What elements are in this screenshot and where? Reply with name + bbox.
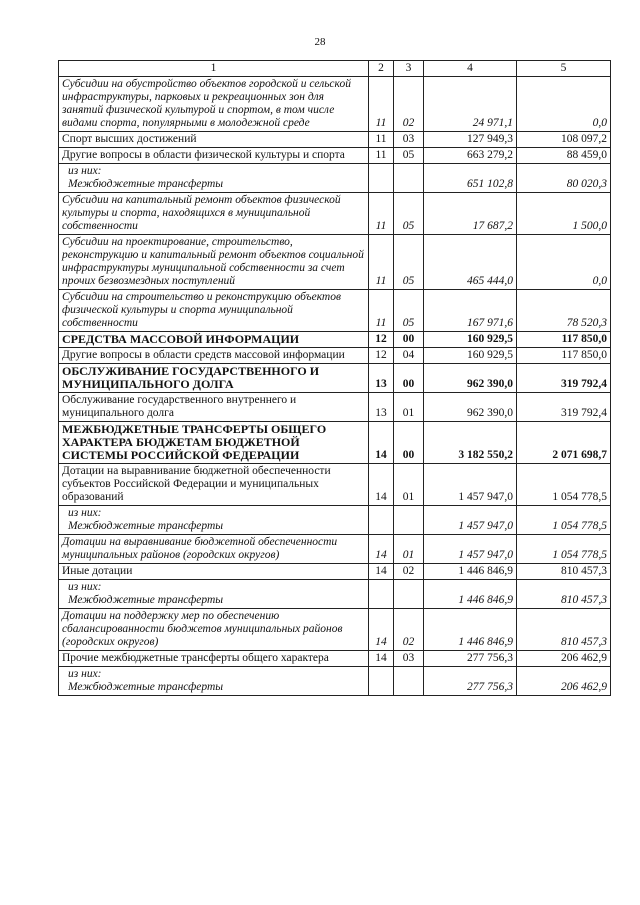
- value-col5-cell: 117 850,0: [517, 348, 611, 364]
- section-code-cell: 14: [369, 609, 394, 651]
- row-name: Субсидии на проектирование, строительство, реконструкцию и капитальный ремонт объектов социальной инфраструктуры муниципальной собственности за счет прочих безвозмездных поступлений: [62, 236, 364, 287]
- subsection-code-cell: 05: [394, 148, 424, 164]
- row-name-cell: [59, 193, 369, 235]
- row-name: Субсидии на обустройство объектов городской и сельской инфраструктуры, парковых и рекреационных зон для занятий физической культурой и спортом, в том числе видами спорта, популярными в молодежной среде: [62, 78, 351, 129]
- table-row: [59, 580, 611, 609]
- table-row: [59, 348, 611, 364]
- row-name: Межбюджетные трансферты: [68, 178, 224, 190]
- value-col4-cell: 160 929,5: [424, 332, 517, 348]
- subsection-code-cell: 02: [394, 77, 424, 132]
- section-code-cell: 14: [369, 564, 394, 580]
- value-col5-cell: 206 462,9: [517, 651, 611, 667]
- column-header: 4: [424, 61, 517, 77]
- value-col5-cell: 0,0: [517, 77, 611, 132]
- section-code-cell: 14: [369, 422, 394, 464]
- row-note: из них:: [68, 581, 102, 593]
- row-name-cell: [59, 348, 369, 364]
- value-col4-cell: 127 949,3: [424, 132, 517, 148]
- value-col5-cell: 117 850,0: [517, 332, 611, 348]
- subsection-code-cell: 04: [394, 348, 424, 364]
- value-col4-cell: 277 756,3: [424, 667, 517, 696]
- subsection-code-cell: 01: [394, 464, 424, 506]
- row-name-cell: [59, 393, 369, 422]
- value-col5-cell: 1 500,0: [517, 193, 611, 235]
- value-col4-cell: 962 390,0: [424, 364, 517, 393]
- value-col4-cell: 3 182 550,2: [424, 422, 517, 464]
- value-col5-cell: 1 054 778,5: [517, 464, 611, 506]
- row-name-cell: [59, 464, 369, 506]
- value-col5-cell: 78 520,3: [517, 290, 611, 332]
- value-col4-cell: 1 457 947,0: [424, 535, 517, 564]
- section-code-cell: 14: [369, 651, 394, 667]
- row-name: Иные дотации: [62, 565, 133, 577]
- row-name: Спорт высших достижений: [62, 133, 197, 145]
- row-name: Обслуживание государственного внутреннего и муниципального долга: [62, 394, 297, 419]
- row-name: Межбюджетные трансферты: [68, 520, 224, 532]
- subsection-code-cell: [394, 580, 424, 609]
- row-name: Дотации на выравнивание бюджетной обеспеченности субъектов Российской Федерации и муниципальных образований: [62, 465, 331, 503]
- column-header: 3: [394, 61, 424, 77]
- table-row: [59, 332, 611, 348]
- row-note: из них:: [68, 165, 102, 177]
- value-col4-cell: 1 446 846,9: [424, 564, 517, 580]
- section-code-cell: 14: [369, 535, 394, 564]
- section-code-cell: 11: [369, 77, 394, 132]
- value-col5-cell: 1 054 778,5: [517, 535, 611, 564]
- value-col5-cell: 88 459,0: [517, 148, 611, 164]
- section-code-cell: 11: [369, 235, 394, 290]
- table-row: [59, 148, 611, 164]
- row-name-cell: [59, 564, 369, 580]
- row-name-cell: [59, 506, 369, 535]
- value-col5-cell: 108 097,2: [517, 132, 611, 148]
- section-code-cell: 13: [369, 393, 394, 422]
- row-name-cell: [59, 667, 369, 696]
- value-col4-cell: 1 446 846,9: [424, 609, 517, 651]
- row-name: Дотации на поддержку мер по обеспечению сбалансированности бюджетов муниципальных районов (городских округов): [62, 610, 343, 648]
- row-name: Другие вопросы в области физической культуры и спорта: [62, 149, 345, 161]
- subsection-code-cell: 03: [394, 651, 424, 667]
- table-row: [59, 193, 611, 235]
- row-name-cell: [59, 332, 369, 348]
- section-code-cell: [369, 667, 394, 696]
- section-code-cell: [369, 164, 394, 193]
- row-name-cell: [59, 235, 369, 290]
- subsection-code-cell: 00: [394, 332, 424, 348]
- value-col4-cell: 17 687,2: [424, 193, 517, 235]
- value-col4-cell: 1 457 947,0: [424, 464, 517, 506]
- subsection-code-cell: 03: [394, 132, 424, 148]
- subsection-code-cell: 00: [394, 422, 424, 464]
- value-col5-cell: 206 462,9: [517, 667, 611, 696]
- row-name: Межбюджетные трансферты: [68, 681, 224, 693]
- value-col5-cell: 319 792,4: [517, 393, 611, 422]
- section-code-cell: 11: [369, 290, 394, 332]
- subsection-code-cell: 05: [394, 193, 424, 235]
- subsection-code-cell: [394, 667, 424, 696]
- subsection-code-cell: 02: [394, 609, 424, 651]
- value-col4-cell: 465 444,0: [424, 235, 517, 290]
- section-code-cell: 11: [369, 132, 394, 148]
- subsection-code-cell: 01: [394, 535, 424, 564]
- subsection-code-cell: 05: [394, 290, 424, 332]
- value-col5-cell: 0,0: [517, 235, 611, 290]
- row-name-cell: [59, 77, 369, 132]
- table-row: [59, 290, 611, 332]
- value-col5-cell: 1 054 778,5: [517, 506, 611, 535]
- row-note: из них:: [68, 507, 102, 519]
- subsection-code-cell: [394, 506, 424, 535]
- value-col5-cell: 810 457,3: [517, 609, 611, 651]
- section-code-cell: 13: [369, 364, 394, 393]
- section-code-cell: 14: [369, 464, 394, 506]
- row-name: Субсидии на капитальный ремонт объектов физической культуры и спорта, находящихся в муниципальной собственности: [62, 194, 341, 232]
- table-row: [59, 132, 611, 148]
- value-col4-cell: 651 102,8: [424, 164, 517, 193]
- subsection-code-cell: [394, 164, 424, 193]
- subsection-code-cell: 00: [394, 364, 424, 393]
- subsection-code-cell: 05: [394, 235, 424, 290]
- page-number: 28: [314, 36, 326, 48]
- section-code-cell: 11: [369, 148, 394, 164]
- row-name: СРЕДСТВА МАССОВОЙ ИНФОРМАЦИИ: [62, 332, 300, 346]
- table-row: [59, 77, 611, 132]
- value-col4-cell: 167 971,6: [424, 290, 517, 332]
- table-row: [59, 667, 611, 696]
- value-col4-cell: 1 457 947,0: [424, 506, 517, 535]
- column-header: 1: [59, 61, 369, 77]
- row-name-cell: [59, 422, 369, 464]
- table-row: [59, 364, 611, 393]
- row-name: Другие вопросы в области средств массовой информации: [62, 349, 345, 361]
- table-row: [59, 422, 611, 464]
- row-name: МЕЖБЮДЖЕТНЫЕ ТРАНСФЕРТЫ ОБЩЕГО ХАРАКТЕРА БЮДЖЕТАМ БЮДЖЕТНОЙ СИСТЕМЫ РОССИЙСКОЙ ФЕДЕРАЦИИ: [62, 422, 327, 462]
- table-row: [59, 535, 611, 564]
- budget-table: [58, 60, 611, 696]
- section-code-cell: [369, 580, 394, 609]
- column-header: 2: [369, 61, 394, 77]
- table-row: [59, 506, 611, 535]
- value-col4-cell: 663 279,2: [424, 148, 517, 164]
- table-row: [59, 164, 611, 193]
- table-row: [59, 393, 611, 422]
- table-row: [59, 651, 611, 667]
- table-row: [59, 609, 611, 651]
- subsection-code-cell: 01: [394, 393, 424, 422]
- table-row: [59, 464, 611, 506]
- row-name: ОБСЛУЖИВАНИЕ ГОСУДАРСТВЕННОГО И МУНИЦИПАЛЬНОГО ДОЛГА: [62, 364, 320, 391]
- value-col4-cell: 277 756,3: [424, 651, 517, 667]
- row-name-cell: [59, 290, 369, 332]
- value-col5-cell: 80 020,3: [517, 164, 611, 193]
- row-name-cell: [59, 364, 369, 393]
- value-col4-cell: 160 929,5: [424, 348, 517, 364]
- row-name: Прочие межбюджетные трансферты общего характера: [62, 652, 329, 664]
- row-name-cell: [59, 609, 369, 651]
- row-name-cell: [59, 164, 369, 193]
- row-name-cell: [59, 580, 369, 609]
- subsection-code-cell: 02: [394, 564, 424, 580]
- row-name: Межбюджетные трансферты: [68, 594, 224, 606]
- section-code-cell: 12: [369, 348, 394, 364]
- value-col4-cell: 962 390,0: [424, 393, 517, 422]
- table-body: [59, 77, 611, 696]
- row-name: Субсидии на строительство и реконструкцию объектов физической культуры и спорта муниципальной собственности: [62, 291, 341, 329]
- section-code-cell: [369, 506, 394, 535]
- column-header: 5: [517, 61, 611, 77]
- section-code-cell: 12: [369, 332, 394, 348]
- row-name-cell: [59, 535, 369, 564]
- table-row: [59, 564, 611, 580]
- value-col5-cell: 810 457,3: [517, 580, 611, 609]
- row-name-cell: [59, 132, 369, 148]
- section-code-cell: 11: [369, 193, 394, 235]
- row-name-cell: [59, 148, 369, 164]
- value-col4-cell: 24 971,1: [424, 77, 517, 132]
- row-name-cell: [59, 651, 369, 667]
- row-name: Дотации на выравнивание бюджетной обеспеченности муниципальных районов (городских округов): [62, 536, 338, 561]
- table-header-row: [59, 61, 611, 77]
- table-row: [59, 235, 611, 290]
- value-col5-cell: 2 071 698,7: [517, 422, 611, 464]
- value-col5-cell: 319 792,4: [517, 364, 611, 393]
- row-note: из них:: [68, 668, 102, 680]
- value-col5-cell: 810 457,3: [517, 564, 611, 580]
- value-col4-cell: 1 446 846,9: [424, 580, 517, 609]
